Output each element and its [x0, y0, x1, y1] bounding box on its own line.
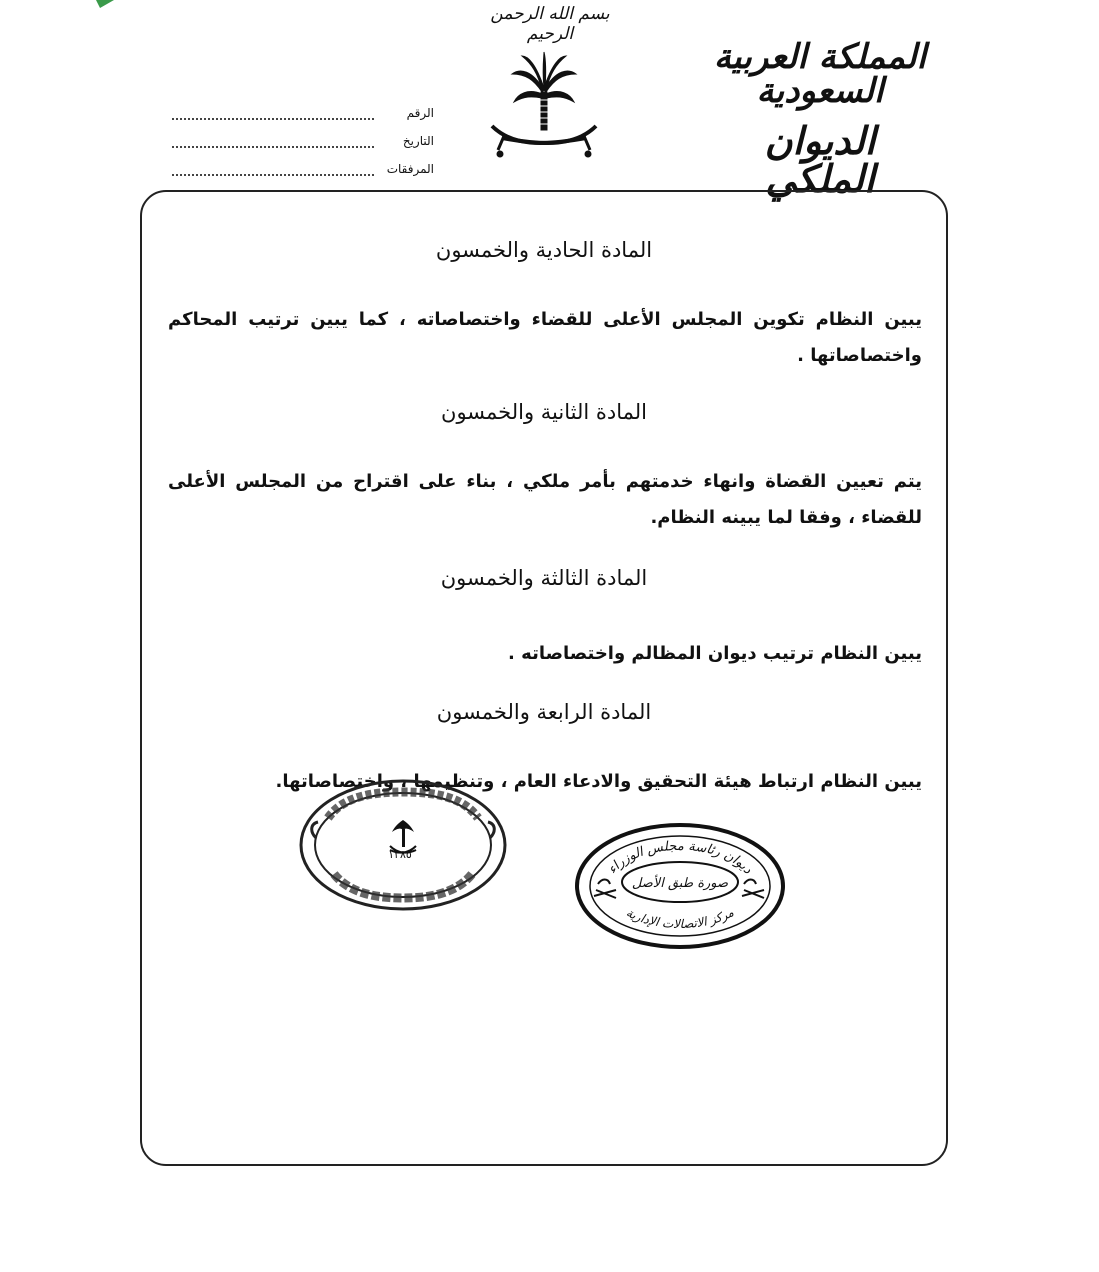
- field-number: [172, 92, 434, 120]
- letterhead-fields: [172, 92, 434, 176]
- council-seal-top-text: ديوان رئاسة مجلس الوزراء: [605, 838, 755, 878]
- royal-seal-year: ١٣٨٥: [388, 848, 412, 861]
- council-of-ministers-seal-stamp: [574, 822, 786, 950]
- council-seal-center-text: صورة طبق الأصل: [631, 876, 729, 891]
- field-attachments: [172, 148, 434, 176]
- field-attachments-dots: [172, 165, 374, 176]
- article-51-heading: المادة الحادية والخمسون: [435, 238, 653, 262]
- field-number-dots: [172, 109, 374, 120]
- article-54-body: يبين النظام ارتباط هيئة التحقيق والادعاء العام ، وتنظيمها ، واختصاصاتها.: [275, 771, 922, 792]
- field-date-label: التاريخ: [402, 134, 434, 148]
- green-corner-mark: [96, 0, 114, 8]
- field-date: [172, 120, 434, 148]
- svg-text:مركز الاتصالات الإدارية: [624, 905, 736, 931]
- article-52-heading: المادة الثانية والخمسون: [441, 400, 647, 424]
- field-attachments-label: المرفقات: [386, 162, 434, 176]
- field-number-label: الرقم: [406, 106, 434, 120]
- letterhead-court: الديوان الملكي: [764, 118, 876, 201]
- basmala: بسم الله الرحمن الرحيم: [490, 4, 610, 44]
- article-53-heading: المادة الثالثة والخمسون: [440, 566, 648, 590]
- field-date-dots: [172, 137, 374, 148]
- article-53-body: يبين النظام ترتيب ديوان المظالم واختصاصاته .: [508, 643, 922, 664]
- letterhead-kingdom: المملكة العربية السعودية: [713, 37, 927, 111]
- council-seal-bottom-text: مركز الاتصالات الإدارية: [624, 905, 736, 932]
- article-51-body: يبين النظام تكوين المجلس الأعلى للقضاء واختصاصاته ، كما يبين ترتيب المحاكم واختصاصاتها .: [168, 309, 922, 366]
- article-54-heading: المادة الرابعة والخمسون: [436, 700, 652, 724]
- article-52-body: يتم تعيين القضاة وانهاء خدمتهم بأمر ملكي ، بناء على اقتراح من المجلس الأعلى للقضاء ، وفقا لما يبينه النظام.: [168, 471, 922, 528]
- royal-court-seal-stamp: [298, 778, 508, 912]
- palm-and-swords-emblem-icon: [482, 50, 606, 168]
